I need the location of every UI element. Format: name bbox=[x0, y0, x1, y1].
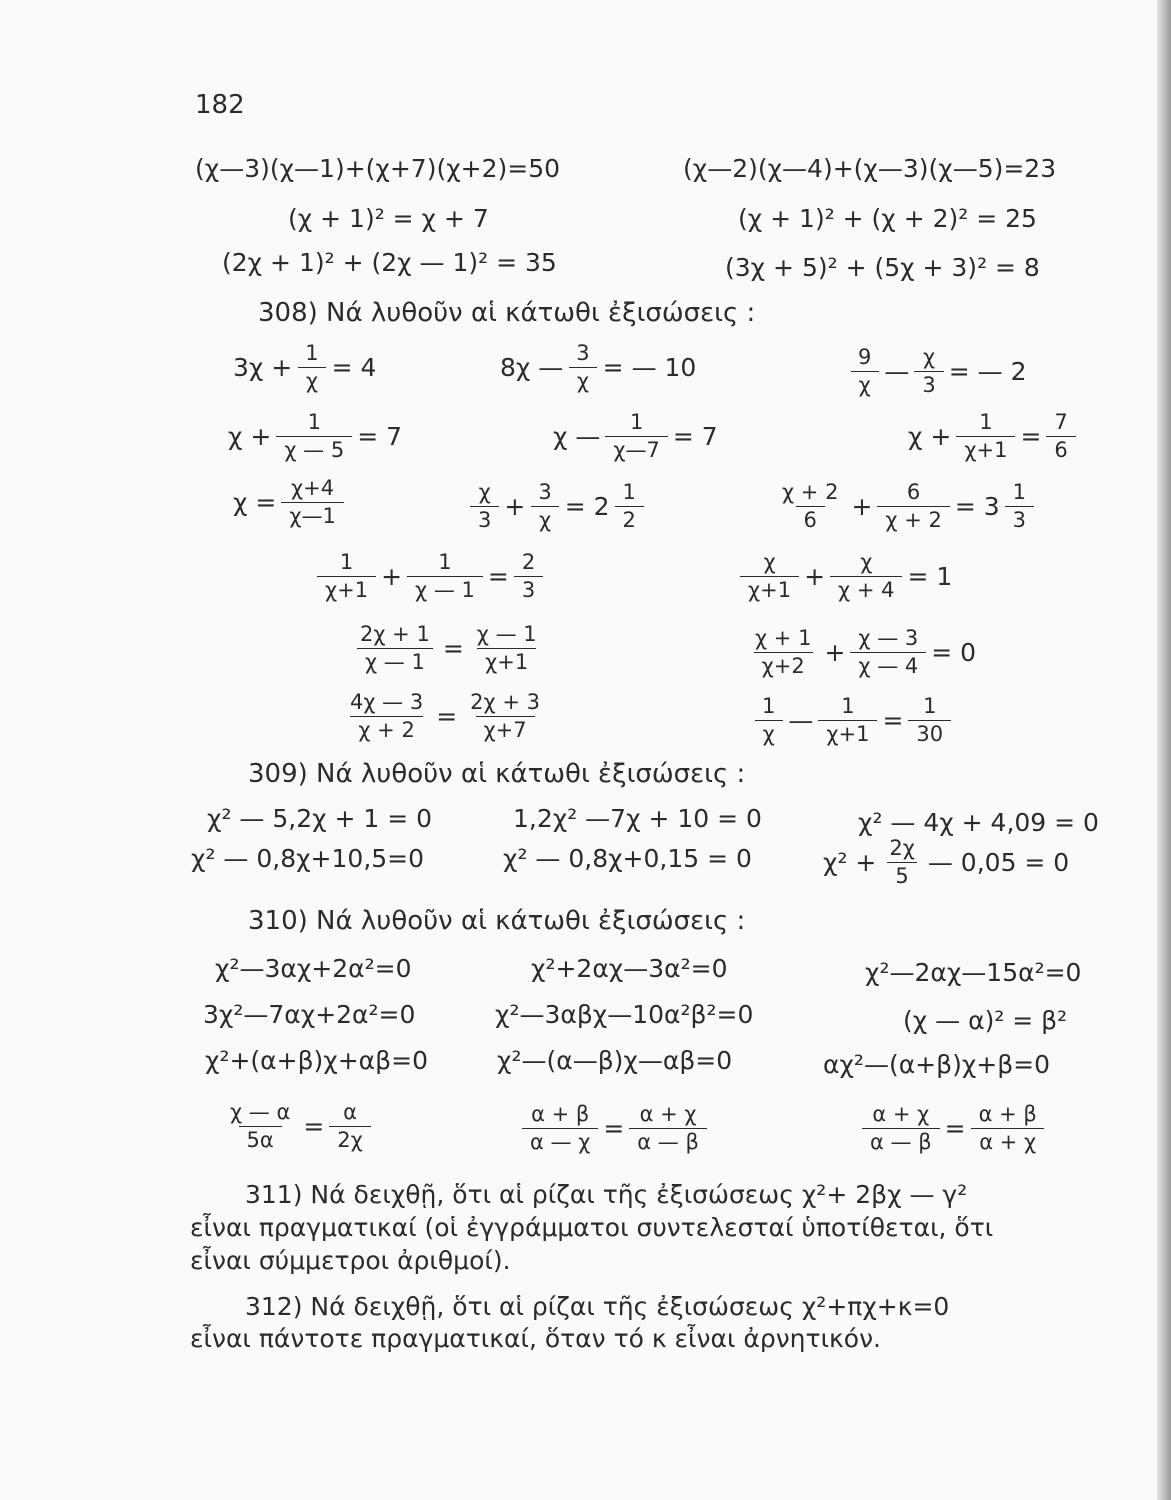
equation bbox=[492, 1002, 756, 1027]
equation bbox=[510, 806, 765, 831]
equation-term: = 0 bbox=[931, 638, 977, 667]
equation bbox=[862, 960, 1084, 985]
fraction bbox=[470, 482, 499, 531]
equation bbox=[900, 1008, 1070, 1033]
equation bbox=[497, 343, 699, 392]
fraction-denominator: 3 bbox=[1005, 506, 1034, 531]
fraction-numerator: 2χ + 1 bbox=[360, 622, 430, 646]
fraction bbox=[862, 1104, 940, 1153]
fraction bbox=[605, 412, 668, 461]
equation-term: = 1 bbox=[907, 562, 953, 591]
fraction-numerator: α + β bbox=[531, 1102, 590, 1126]
equation bbox=[820, 1052, 1053, 1077]
fraction-denominator: α + χ bbox=[971, 1128, 1044, 1153]
equation bbox=[860, 1100, 1047, 1153]
equation-term: = bbox=[882, 706, 904, 735]
equation-term: χ²—2αχ—15α²=0 bbox=[865, 958, 1082, 987]
fraction-numerator: 1 bbox=[305, 341, 319, 365]
fraction-numerator: χ + 1 bbox=[755, 626, 812, 650]
fraction bbox=[956, 412, 1015, 461]
fraction-denominator: 6 bbox=[1046, 436, 1075, 461]
section-heading-308: 308) Νά λυθοῦν αἱ κάτωθι ἐξισώσεις : bbox=[258, 298, 756, 328]
equation bbox=[468, 478, 646, 531]
equation-term: 3χ + bbox=[233, 353, 293, 382]
fraction bbox=[908, 696, 951, 745]
paragraph-311-line-1: 311) Νά δειχθῇ, ὅτι αἱ ρίζαι τῆς ἐξισώσεως χ²+ 2βχ — γ² bbox=[245, 1180, 968, 1209]
fraction-denominator: χ — 4 bbox=[850, 652, 926, 677]
equation bbox=[745, 624, 979, 677]
equation bbox=[230, 478, 346, 527]
fraction-numerator: 1 bbox=[307, 410, 321, 434]
equation-term: χ + bbox=[908, 422, 952, 451]
fraction-denominator: 5 bbox=[887, 862, 916, 887]
fraction-denominator: 6 bbox=[796, 506, 825, 531]
fraction-denominator: χ—1 bbox=[281, 502, 344, 527]
section-heading-309: 309) Νά λυθοῦν αἱ κάτωθι ἐξισώσεις : bbox=[248, 759, 746, 789]
equation: (2χ + 1)² + (2χ — 1)² = 35 bbox=[222, 248, 557, 277]
fraction bbox=[530, 482, 559, 531]
equation bbox=[200, 1002, 418, 1027]
fraction-numerator: 1 bbox=[622, 480, 636, 504]
equation bbox=[772, 478, 1036, 531]
fraction bbox=[615, 482, 644, 531]
fraction-numerator: χ + 2 bbox=[782, 480, 839, 504]
equation-term: = bbox=[442, 634, 464, 663]
fraction bbox=[774, 482, 846, 531]
fraction-numerator: χ bbox=[922, 345, 936, 369]
paragraph-312-line-1: 312) Νά δειχθῇ, ὅτι αἱ ρίζαι τῆς ἐξισώσεως χ²+πχ+κ=0 bbox=[245, 1292, 950, 1321]
fraction-numerator: χ — 1 bbox=[476, 622, 537, 646]
equation-term: χ²—3αχ+2α²=0 bbox=[215, 954, 412, 983]
fraction bbox=[568, 343, 597, 392]
fraction-denominator: α — χ bbox=[522, 1128, 598, 1153]
fraction bbox=[1005, 482, 1034, 531]
equation-term: = 7 bbox=[357, 422, 402, 451]
paragraph-312-line-2: εἶναι πάντοτε πραγματικαί, ὅταν τό κ εἶναι ἀρνητικόν. bbox=[190, 1324, 881, 1353]
fraction bbox=[342, 692, 431, 741]
fraction bbox=[850, 347, 879, 396]
fraction-denominator: χ — 1 bbox=[357, 648, 433, 673]
page-number: 182 bbox=[195, 90, 245, 120]
page-edge-shadow bbox=[1157, 0, 1171, 1500]
fraction-numerator: 1 bbox=[762, 694, 776, 718]
fraction-numerator: 1 bbox=[923, 694, 937, 718]
fraction bbox=[222, 1102, 298, 1151]
fraction bbox=[522, 1104, 598, 1153]
equation-term: χ² — 0,8χ+0,15 = 0 bbox=[503, 844, 752, 873]
fraction-numerator: α bbox=[343, 1100, 357, 1124]
fraction-numerator: χ bbox=[763, 550, 776, 574]
equation-term: + bbox=[804, 562, 826, 591]
fraction bbox=[281, 478, 344, 527]
fraction-denominator: χ bbox=[851, 371, 879, 396]
fraction bbox=[297, 343, 326, 392]
equation-term: = bbox=[303, 1112, 325, 1141]
equation-term: + bbox=[504, 492, 526, 521]
equation-term: χ²—3αβχ—10α²β²=0 bbox=[495, 1000, 754, 1029]
fraction-denominator: 30 bbox=[908, 720, 951, 745]
fraction-denominator: 2 bbox=[615, 506, 644, 531]
fraction-numerator: χ+4 bbox=[291, 476, 335, 500]
equation-term: = bbox=[487, 562, 509, 591]
equation bbox=[350, 620, 547, 673]
fraction-denominator: 3 bbox=[914, 371, 943, 396]
fraction-numerator: χ — 3 bbox=[858, 626, 919, 650]
fraction-denominator: χ—7 bbox=[605, 436, 668, 461]
equation-term: αχ²—(α+β)χ+β=0 bbox=[823, 1050, 1051, 1079]
fraction-denominator: χ — 5 bbox=[276, 436, 352, 461]
fraction-numerator: χ bbox=[478, 480, 491, 504]
fraction bbox=[352, 624, 438, 673]
fraction-denominator: χ bbox=[298, 367, 326, 392]
fraction-numerator: 6 bbox=[906, 480, 921, 504]
equation-term: 8χ — bbox=[500, 353, 564, 382]
equation-term: = — 2 bbox=[948, 357, 1027, 386]
equation bbox=[188, 846, 427, 871]
fraction bbox=[754, 696, 783, 745]
fraction-numerator: 7 bbox=[1054, 410, 1068, 434]
equation-term: χ + bbox=[228, 422, 272, 451]
fraction bbox=[971, 1104, 1045, 1153]
equation bbox=[520, 1100, 709, 1153]
equation-term: + bbox=[381, 562, 403, 591]
fraction-numerator: 1 bbox=[841, 694, 855, 718]
fraction bbox=[407, 552, 483, 601]
equation bbox=[494, 1048, 735, 1073]
fraction bbox=[329, 1102, 371, 1151]
paragraph-311-line-2: εἶναι πραγματικαί (οἱ ἐγγράμματοι συντελεσταί ὑποτίθεται, ὅτι bbox=[190, 1213, 994, 1242]
equation-term: χ²—(α—β)χ—αβ=0 bbox=[497, 1046, 733, 1075]
equation bbox=[220, 1098, 373, 1151]
fraction-denominator: 2χ bbox=[329, 1126, 371, 1151]
equation bbox=[202, 1048, 431, 1073]
equation-term: = bbox=[1020, 422, 1042, 451]
fraction-denominator: χ + 2 bbox=[877, 506, 949, 531]
fraction-numerator: 1 bbox=[629, 410, 644, 434]
fraction-denominator: χ+1 bbox=[477, 648, 536, 673]
fraction bbox=[850, 628, 926, 677]
fraction bbox=[1046, 412, 1075, 461]
fraction-denominator: χ + 4 bbox=[830, 576, 902, 601]
equation-term: = bbox=[944, 1114, 966, 1143]
fraction-numerator: 3 bbox=[576, 341, 590, 365]
fraction-denominator: χ bbox=[755, 720, 783, 745]
equation-term: + bbox=[851, 492, 873, 521]
equation-term: χ² — 4χ + 4,09 = 0 bbox=[858, 808, 1099, 837]
fraction-denominator: χ+2 bbox=[754, 652, 813, 677]
fraction bbox=[830, 552, 902, 601]
fraction-denominator: 5α bbox=[239, 1126, 282, 1151]
equation bbox=[225, 412, 405, 461]
equation bbox=[820, 838, 1072, 887]
equation-term: = 7 bbox=[672, 422, 718, 451]
fraction bbox=[276, 412, 352, 461]
equation-term: = 3 bbox=[954, 492, 1000, 521]
fraction-denominator: α — β bbox=[629, 1128, 707, 1153]
equation-term: χ² — 5,2χ + 1 = 0 bbox=[207, 804, 433, 833]
fraction-numerator: 2 bbox=[521, 550, 536, 574]
fraction-numerator: χ bbox=[860, 550, 873, 574]
equation-term: = 2 bbox=[564, 492, 610, 521]
paragraph-311-line-3: εἶναι σύμμετροι ἀριθμοί). bbox=[190, 1246, 511, 1275]
fraction-numerator: 1 bbox=[438, 550, 452, 574]
fraction-numerator: α + χ bbox=[639, 1102, 697, 1126]
equation bbox=[752, 692, 953, 745]
equation bbox=[315, 548, 545, 601]
fraction bbox=[818, 696, 877, 745]
fraction-numerator: 1 bbox=[1012, 480, 1027, 504]
equation-term: χ = bbox=[233, 488, 277, 517]
equation-term: 1,2χ² —7χ + 10 = 0 bbox=[513, 804, 762, 833]
equation-term: — bbox=[788, 706, 814, 735]
fraction-numerator: χ — α bbox=[230, 1100, 291, 1124]
fraction-numerator: α + χ bbox=[872, 1102, 930, 1126]
fraction bbox=[740, 552, 799, 601]
equation bbox=[855, 810, 1102, 835]
fraction-denominator: χ+7 bbox=[476, 716, 535, 741]
fraction-denominator: 3 bbox=[514, 576, 543, 601]
equation bbox=[905, 412, 1078, 461]
fraction-denominator: 3 bbox=[470, 506, 499, 531]
fraction-denominator: χ + 2 bbox=[350, 716, 422, 741]
equation bbox=[500, 846, 755, 871]
equation-term: = bbox=[436, 702, 458, 731]
equation bbox=[848, 343, 1030, 396]
equation-term: = — 10 bbox=[602, 353, 697, 382]
equation-term: χ² — 0,8χ+10,5=0 bbox=[191, 844, 425, 873]
equation-term: + bbox=[824, 638, 846, 667]
fraction bbox=[469, 624, 545, 673]
fraction-numerator: 1 bbox=[339, 550, 354, 574]
fraction bbox=[877, 482, 949, 531]
fraction-denominator: χ+1 bbox=[317, 576, 376, 601]
fraction-numerator: 4χ — 3 bbox=[350, 690, 424, 714]
fraction-numerator: 2χ bbox=[889, 836, 915, 860]
fraction-numerator: 1 bbox=[979, 410, 993, 434]
equation-term: (χ — α)² = β² bbox=[903, 1006, 1068, 1035]
equation-term: χ² + bbox=[823, 848, 877, 877]
equation-term: = 4 bbox=[331, 353, 377, 382]
equation-term: χ²+(α+β)χ+αβ=0 bbox=[205, 1046, 428, 1075]
section-heading-310: 310) Νά λυθοῦν αἱ κάτωθι ἐξισώσεις : bbox=[248, 906, 746, 936]
equation bbox=[550, 412, 721, 461]
fraction bbox=[914, 347, 943, 396]
fraction-denominator: α — β bbox=[862, 1128, 940, 1153]
equation: (χ + 1)² + (χ + 2)² = 25 bbox=[738, 204, 1037, 233]
fraction-denominator: χ+1 bbox=[740, 576, 799, 601]
fraction bbox=[881, 838, 923, 887]
fraction bbox=[747, 628, 819, 677]
equation bbox=[738, 548, 955, 601]
equation bbox=[204, 806, 435, 831]
equation bbox=[528, 956, 731, 981]
fraction bbox=[629, 1104, 707, 1153]
equation: (χ + 1)² = χ + 7 bbox=[288, 204, 489, 233]
equation: (3χ + 5)² + (5χ + 3)² = 8 bbox=[725, 253, 1040, 282]
equation: (χ—2)(χ—4)+(χ—3)(χ—5)=23 bbox=[683, 154, 1057, 183]
equation: (χ—3)(χ—1)+(χ+7)(χ+2)=50 bbox=[195, 154, 561, 183]
fraction-denominator: χ+1 bbox=[956, 436, 1015, 461]
fraction bbox=[317, 552, 376, 601]
fraction-numerator: α + β bbox=[978, 1102, 1037, 1126]
fraction-numerator: 9 bbox=[858, 345, 872, 369]
equation-term: — bbox=[884, 357, 910, 386]
fraction-numerator: 3 bbox=[538, 480, 552, 504]
equation bbox=[340, 688, 550, 741]
fraction bbox=[514, 552, 543, 601]
equation bbox=[230, 343, 379, 392]
fraction-denominator: χ bbox=[569, 367, 597, 392]
equation-term: = bbox=[603, 1114, 625, 1143]
fraction bbox=[462, 692, 548, 741]
fraction-numerator: 2χ + 3 bbox=[470, 690, 540, 714]
equation-term: 3χ²—7αχ+2α²=0 bbox=[203, 1000, 416, 1029]
equation-term: χ — bbox=[553, 422, 601, 451]
fraction-denominator: χ — 1 bbox=[407, 576, 483, 601]
equation bbox=[212, 956, 415, 981]
fraction-denominator: χ+1 bbox=[818, 720, 877, 745]
fraction-denominator: χ bbox=[531, 506, 559, 531]
equation-term: — 0,05 = 0 bbox=[927, 848, 1070, 877]
equation-term: χ²+2αχ—3α²=0 bbox=[531, 954, 728, 983]
